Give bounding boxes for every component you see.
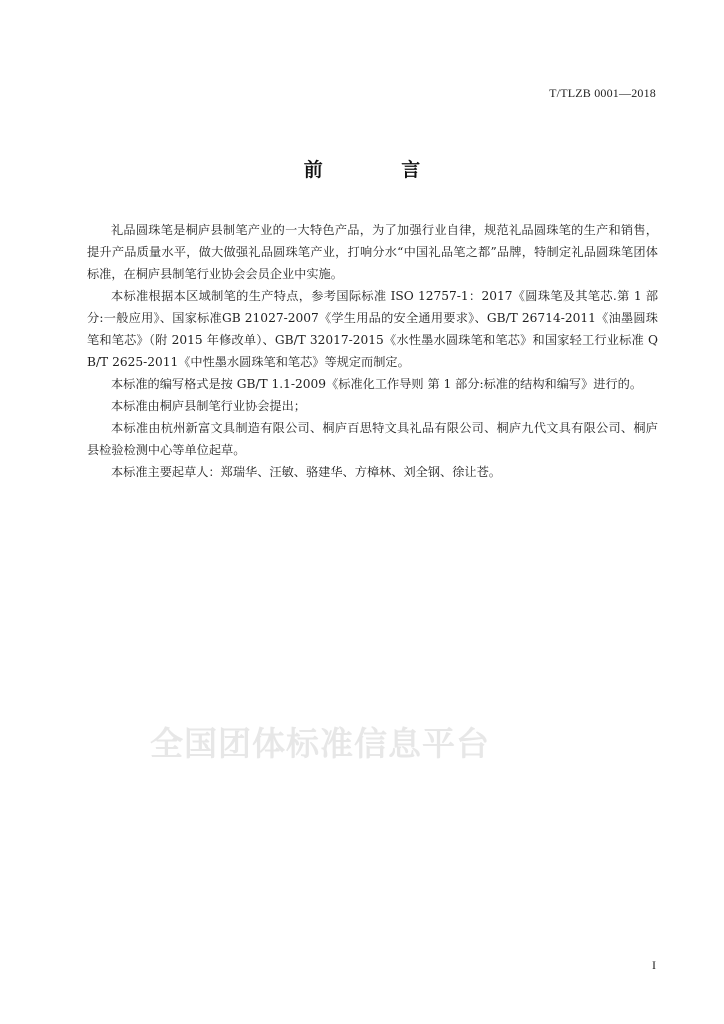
- page-title: 前 言: [303, 159, 457, 181]
- watermark: 全国团体标准信息平台: [150, 724, 490, 763]
- paragraph-drafting-units: 本标准由杭州新富文具制造有限公司、桐庐百思特文具礼品有限公司、桐庐九代文具有限公司、桐庐县检验检测中心等单位起草。: [87, 421, 658, 457]
- foreword-body: [87, 219, 658, 483]
- standard-code: T/TLZB 0001—2018: [549, 86, 656, 100]
- page-number: I: [652, 958, 656, 972]
- paragraph-references: 本标准根据本区域制笔的生产特点，参考国际标准 ISO 12757-1：2017《圆珠笔及其笔芯.第 1 部分:一般应用》、国家标准GB 21027-2007《学生用品的安全通用要求》、GB/T 26714-2011《油墨圆珠笔和笔芯》（附 2015 年修改单）、GB/T 32017-2015《水性墨水圆珠笔和笔芯》和国家轻工行业标准 QB/T 2625-2011《中性墨水圆珠笔和笔芯》等规定而制定。: [87, 289, 659, 369]
- paragraph-format: 本标准的编写格式是按 GB/T 1.1-2009《标准化工作导则 第 1 部分:标准的结构和编写》进行的。: [111, 377, 643, 391]
- paragraph-intro: 礼品圆珠笔是桐庐县制笔产业的一大特色产品，为了加强行业自律，规范礼品圆珠笔的生产和销售，提升产品质量水平，做大做强礼品圆珠笔产业，打响分水“中国礼品笔之都”品牌，特制定礼品圆珠笔团体标准，在桐庐县制笔行业协会会员企业中实施。: [87, 223, 658, 281]
- paragraph-proposer: 本标准由桐庐县制笔行业协会提出；: [111, 399, 306, 413]
- paragraph-drafters: 本标准主要起草人：郑瑞华、汪敏、骆建华、方樟林、刘全钢、徐让苍。: [111, 465, 501, 479]
